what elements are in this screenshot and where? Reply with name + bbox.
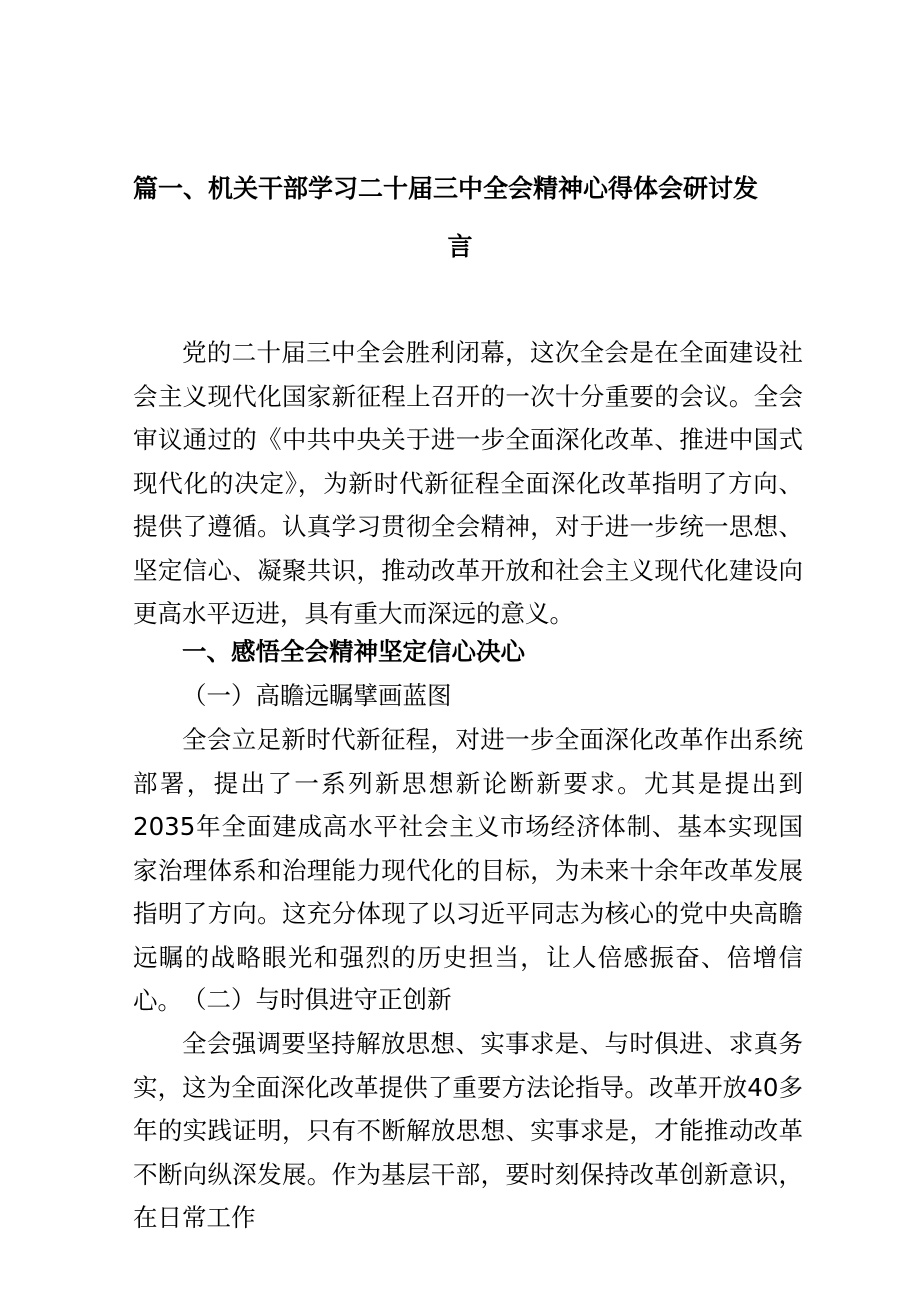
document-title: 篇一、机关干部学习二十届三中全会精神心得体会研讨发 [133,174,759,203]
subsection-heading: （二）与时俱进守正创新 [182,985,452,1014]
document-title-continuation: 言 [447,232,473,261]
subsection-paragraph: 全会强调要坚持解放思想、实事求是、与时俱进、求真务实，这为全面深化改革提供了重要方法论指导。改革开放40多年的实践证明，只有不断解放思想、实事求是，才能推动改革不断向纵深发展。作为基层干部，要时刻保持改革创新意识，在日常工作 [133,1029,803,1232]
intro-paragraph: 党的二十届三中全会胜利闭幕，这次全会是在全面建设社会主义现代化国家新征程上召开的一次十分重要的会议。全会审议通过的《中共中央关于进一步全面深化改革、推进中国式现代化的决定》，为新时代新征程全面深化改革指明了方向、提供了遵循。认真学习贯彻全会精神，对于进一步统一思想、坚定信心、凝聚共识，推动改革开放和社会主义现代化建设向更高水平迈进，具有重大而深远的意义。 [133,338,803,628]
section-heading: 一、感悟全会精神坚定信心决心 [182,637,525,666]
subsection-heading: （一）高瞻远瞩擘画蓝图 [182,681,452,710]
subsection-paragraph: 全会立足新时代新征程，对进一步全面深化改革作出系统部署，提出了一系列新思想新论断新要求。尤其是提出到2035年全面建成高水平社会主义市场经济体制、基本实现国家治理体系和治理能力现代化的目标，为未来十余年改革发展指明了方向。这充分体现了以习近平同志为核心的党中央高瞻远瞩的战略眼光和强烈的历史担当，让人倍感振奋、倍增信心。 [133,725,803,1015]
